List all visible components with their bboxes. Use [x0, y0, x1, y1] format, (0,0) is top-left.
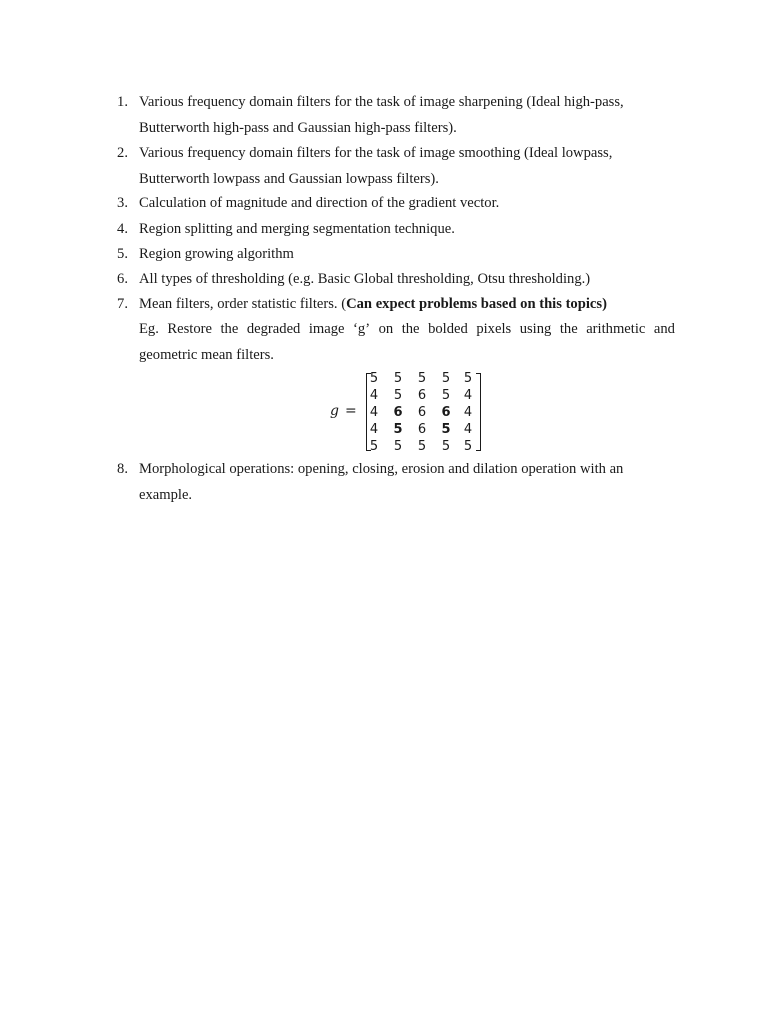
example-word: pixels [476, 321, 512, 337]
matrix-cell: 5 [463, 371, 473, 386]
item-7-close-paren: ) [602, 296, 607, 312]
example-word: arithmetic [586, 321, 646, 337]
matrix-cell: 6 [441, 405, 451, 420]
item-7-bold-note: Can expect problems based on this topics [346, 296, 603, 312]
matrix-cell: 5 [393, 371, 403, 386]
example-word: Eg. [139, 321, 159, 337]
item-7-number: 7. [117, 296, 128, 312]
example-word: degraded [246, 321, 301, 337]
item-7-example-line-1 [139, 321, 675, 338]
matrix-cell: 4 [463, 405, 473, 420]
item-6-number: 6. [117, 271, 128, 287]
item-5-line-1: Region growing algorithm [139, 246, 294, 262]
matrix-cell: 5 [441, 371, 451, 386]
item-2-line-1: Various frequency domain filters for the task of image smoothing (Ideal lowpass, [139, 145, 613, 161]
example-word: the [220, 321, 239, 337]
matrix-cell: 5 [393, 439, 403, 454]
item-8-line-1: Morphological operations: opening, closing, erosion and dilation operation with an [139, 461, 624, 477]
example-word: using [519, 321, 552, 337]
matrix-cell: 4 [463, 422, 473, 437]
example-word: image [308, 321, 345, 337]
matrix-cell: 5 [393, 388, 403, 403]
matrix-cell: 5 [441, 439, 451, 454]
item-1-line-2: Butterworth high-pass and Gaussian high-pass filters). [139, 120, 457, 136]
item-7-example-line-2: geometric mean filters. [139, 347, 274, 363]
matrix-cell: 4 [369, 388, 379, 403]
item-6-line-1: All types of thresholding (e.g. Basic Global thresholding, Otsu thresholding.) [139, 271, 591, 287]
item-1-number: 1. [117, 94, 128, 110]
example-word: on [378, 321, 394, 337]
item-4-number: 4. [117, 221, 128, 237]
matrix-cell: 6 [417, 422, 427, 437]
item-3-line-1: Calculation of magnitude and direction of the gradient vector. [139, 195, 500, 211]
matrix-cell: 5 [417, 439, 427, 454]
matrix-cell: 6 [393, 405, 403, 420]
item-5-number: 5. [117, 246, 128, 262]
matrix-cell: 5 [393, 422, 403, 437]
matrix-cell: 6 [417, 388, 427, 403]
item-7-line-1 [139, 296, 607, 313]
example-word: Restore [167, 321, 212, 337]
item-8-number: 8. [117, 461, 128, 477]
item-2-line-2: Butterworth lowpass and Gaussian lowpass filters). [139, 171, 439, 187]
matrix-cell: 5 [369, 371, 379, 386]
matrix-cell: 4 [463, 388, 473, 403]
matrix-cell: 4 [369, 422, 379, 437]
item-3-number: 3. [117, 195, 128, 211]
example-word: ‘g’ [353, 321, 371, 337]
matrix-equation [330, 370, 490, 454]
matrix-cell: 4 [369, 405, 379, 420]
item-1-line-1: Various frequency domain filters for the task of image sharpening (Ideal high-pass, [139, 94, 624, 110]
matrix-cell: 5 [441, 422, 451, 437]
matrix-cell: 5 [417, 371, 427, 386]
matrix-cell: 5 [369, 439, 379, 454]
item-2-number: 2. [117, 145, 128, 161]
matrix-cell: 5 [463, 439, 473, 454]
example-word: the [401, 321, 420, 337]
example-word: and [653, 321, 675, 337]
matrix-cell: 5 [441, 388, 451, 403]
item-8-line-2: example. [139, 487, 193, 503]
item-7-text: Mean filters, order statistic filters. ( [139, 296, 347, 312]
example-word: bolded [428, 321, 468, 337]
example-word: the [559, 321, 578, 337]
matrix-label: g [330, 403, 339, 419]
matrix-cell: 6 [417, 405, 427, 420]
equals-sign: = [345, 403, 357, 419]
item-4-line-1: Region splitting and merging segmentation technique. [139, 221, 455, 237]
